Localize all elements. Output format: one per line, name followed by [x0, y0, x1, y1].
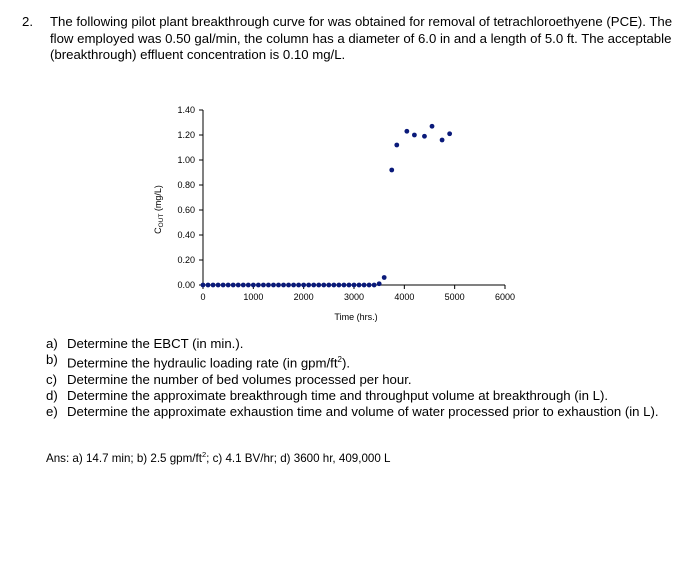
data-point — [301, 283, 306, 288]
data-point — [430, 124, 435, 129]
answer-text: Ans: a) 14.7 min; b) 2.5 gpm/ft — [46, 451, 202, 465]
question-tail: ). — [341, 355, 350, 371]
data-point — [326, 283, 331, 288]
data-point — [337, 283, 342, 288]
data-point — [412, 133, 417, 138]
data-point — [241, 283, 246, 288]
data-point — [422, 134, 427, 139]
data-point — [377, 281, 382, 286]
x-tick-label: 0 — [200, 292, 206, 302]
data-point — [291, 283, 296, 288]
question-label: a) — [46, 336, 58, 351]
problem-text: The following pilot plant breakthrough curve for was obtained for removal of tetrachloroethyene (PCE). The flow employed was 0.50 gal/min, the column has a diameter of 6.0 in and a length of 5.0 ft. The acceptable (breakthrough) effluent concentration is 0.10 mg/L. — [50, 14, 673, 62]
question-a — [46, 336, 686, 352]
x-axis-label: Time (hrs.) — [334, 312, 378, 322]
data-point — [342, 283, 347, 288]
answer-tail: ; c) 4.1 BV/hr; d) 3600 hr, 409,000 L — [206, 451, 391, 465]
data-point — [394, 143, 399, 148]
data-point — [276, 283, 281, 288]
data-point — [372, 283, 377, 288]
data-point — [389, 168, 394, 173]
data-point — [216, 283, 221, 288]
data-point — [266, 283, 271, 288]
data-point — [367, 283, 372, 288]
data-point — [246, 283, 251, 288]
y-tick-label: 1.20 — [177, 130, 195, 140]
data-point — [221, 283, 226, 288]
superscript: 2 — [201, 450, 207, 459]
data-point — [236, 283, 241, 288]
data-point — [281, 283, 286, 288]
question-b — [46, 352, 686, 372]
data-point — [286, 283, 291, 288]
data-point — [316, 283, 321, 288]
data-point — [261, 283, 266, 288]
data-point — [404, 129, 409, 134]
x-tick-label: 6000 — [494, 292, 516, 302]
question-label: c) — [46, 371, 57, 387]
question-list — [46, 336, 686, 420]
data-point — [447, 131, 452, 136]
question-d — [46, 388, 686, 404]
x-tick-label: 2000 — [293, 292, 314, 302]
data-point — [201, 283, 206, 288]
data-point — [357, 283, 362, 288]
x-tick-label: 4000 — [394, 292, 415, 302]
question-text: Determine the hydraulic loading rate (in gpm/ft — [67, 355, 338, 371]
y-tick-label: 1.40 — [177, 105, 195, 115]
data-point — [296, 283, 301, 288]
data-point — [206, 283, 211, 288]
y-tick-label: 0.60 — [177, 205, 195, 215]
data-point — [226, 283, 231, 288]
y-tick-label: 0.00 — [177, 280, 195, 290]
data-point — [251, 283, 256, 288]
data-point — [231, 283, 236, 288]
data-point — [352, 283, 357, 288]
y-axis-label: $C_{OUT}$ (mg/L) — [153, 185, 165, 234]
question-e — [46, 404, 686, 420]
question-text: Determine the EBCT (in min.). — [67, 336, 244, 351]
y-tick-label: 1.00 — [177, 155, 195, 165]
data-point — [382, 275, 387, 280]
x-tick-label: 1000 — [243, 292, 264, 302]
question-text: Determine the number of bed volumes processed per hour. — [67, 371, 412, 387]
answer-line — [46, 448, 686, 466]
data-point — [362, 283, 367, 288]
data-point — [440, 138, 445, 143]
data-point — [331, 283, 336, 288]
superscript: 2 — [337, 355, 342, 365]
data-point — [311, 283, 316, 288]
y-tick-label: 0.80 — [177, 180, 195, 190]
question-label: e) — [46, 404, 58, 420]
question-text: Determine the approximate breakthrough time and throughput volume at breakthrough (in L). — [67, 388, 608, 403]
data-point — [306, 283, 311, 288]
question-c — [46, 372, 686, 388]
y-tick-label: 0.20 — [177, 255, 195, 265]
data-point — [271, 283, 276, 288]
data-point — [321, 283, 326, 288]
question-text: Determine the approximate exhaustion time and volume of water processed prior to exhaustion (in L). — [67, 404, 659, 420]
data-point — [256, 283, 261, 288]
x-tick-label: 3000 — [343, 292, 365, 302]
data-point — [347, 283, 352, 288]
data-point — [211, 283, 216, 288]
y-tick-label: 0.40 — [177, 230, 195, 240]
problem-number: 2. — [22, 14, 33, 29]
question-label: d) — [46, 388, 58, 403]
x-tick-label: 5000 — [444, 292, 465, 302]
question-label: b) — [46, 352, 58, 368]
